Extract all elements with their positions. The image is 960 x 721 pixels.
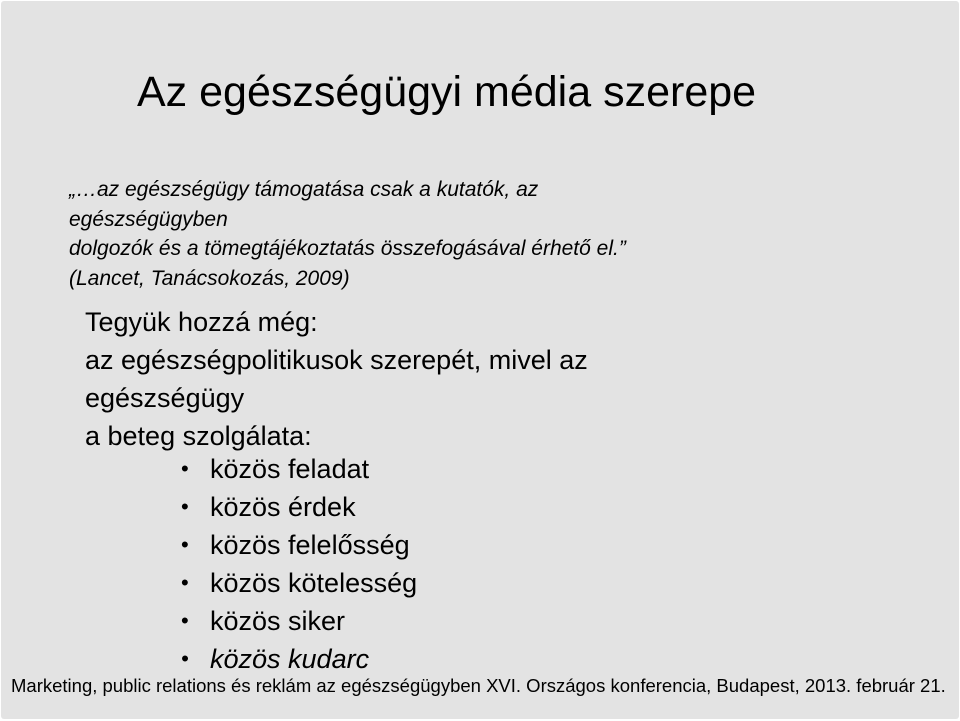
body-lead: Tegyük hozzá még: bbox=[85, 307, 318, 337]
bullet-item: • közös kudarc bbox=[181, 640, 417, 678]
bullet-item: • közös érdek bbox=[181, 488, 417, 526]
quote-source: (Lancet, Tanácsokozás, 2009) bbox=[69, 266, 350, 290]
quote-block bbox=[69, 175, 626, 293]
bullet-item: • közös kötelesség bbox=[181, 564, 417, 602]
quote-line-2: egészségügyben bbox=[69, 207, 228, 231]
body-line-1: az egészségpolitikusok szerepét, mivel az bbox=[85, 345, 588, 375]
bullet-item: • közös feladat bbox=[181, 450, 417, 488]
bullet-item: • közös felelősség bbox=[181, 526, 417, 564]
bullet-list bbox=[181, 450, 417, 678]
slide bbox=[1, 1, 959, 719]
bullet-item: • közös siker bbox=[181, 602, 417, 640]
body-line-3: a beteg szolgálata: bbox=[85, 421, 312, 451]
quote-line-1: „…az egészségügy támogatása csak a kutatók, az bbox=[69, 178, 539, 201]
slide-footer: Marketing, public relations és reklám az egészségügyben XVI. Országos konferencia, Budapest, 2013. február 21. bbox=[11, 675, 946, 696]
body-line-2: egészségügy bbox=[85, 383, 245, 413]
quote-line-3: dolgozók és a tömegtájékoztatás összefogásával érhető el.” bbox=[69, 237, 626, 260]
body-text bbox=[85, 303, 588, 455]
slide-title: Az egészségügyi média szerepe bbox=[137, 68, 757, 116]
